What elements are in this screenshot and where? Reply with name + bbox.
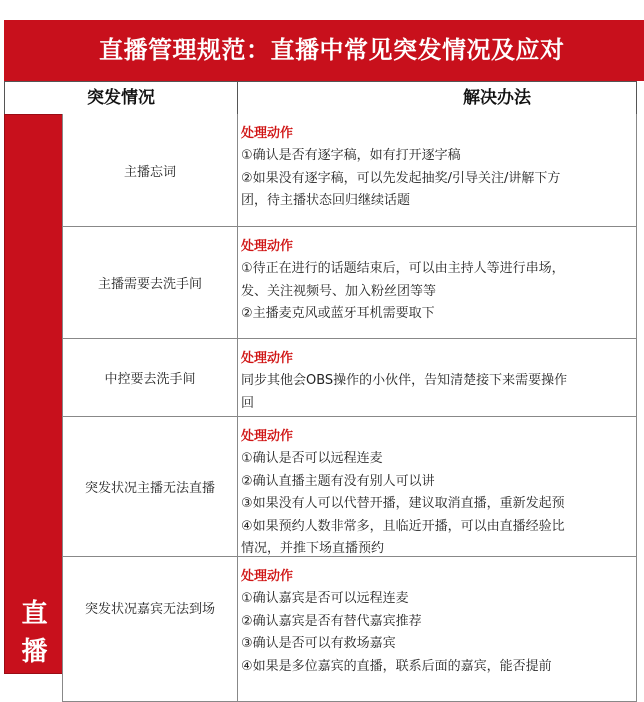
situation-text: 主播需要去洗手间: [97, 277, 202, 292]
solution-heading: 处理动作: [241, 569, 294, 584]
solution-line: 回: [241, 395, 255, 411]
solution-line: ④如果预约人数非常多，且临近开播，可以由直播经验比: [241, 518, 565, 534]
solution-heading: 处理动作: [241, 239, 294, 254]
category-char-1: 直: [21, 599, 48, 629]
solution-heading: 处理动作: [241, 126, 294, 141]
situation-cell: [62, 227, 238, 339]
solution-cell: [237, 557, 637, 702]
sheet-title: 直播管理规范：直播中常见突发情况及应对: [4, 20, 644, 81]
header-situation: 突发情况: [4, 81, 238, 115]
solution-line: ②确认直播主题有没有别人可以讲: [241, 473, 435, 489]
solution-line: ④如果是多位嘉宾的直播，联系后面的嘉宾，能否提前: [241, 658, 552, 674]
solution-line: 情况，并推下场直播预约: [241, 541, 385, 556]
solution-line: 同步其他会OBS操作的小伙伴，告知清楚接下来需要操作: [241, 373, 568, 388]
solution-line: 团，待主播状态回归继续话题: [241, 193, 411, 208]
situation-cell: [62, 557, 238, 702]
solution-line: ①确认嘉宾是否可以远程连麦: [241, 591, 409, 606]
solution-heading: 处理动作: [241, 429, 294, 444]
situation-text: 主播忘词: [123, 164, 176, 180]
solution-line: ②主播麦克风或蓝牙耳机需要取下: [241, 306, 435, 321]
situation-cell: [62, 114, 238, 227]
solution-line: ③确认是否可以有救场嘉宾: [241, 636, 396, 651]
solution-line: ③如果没有人可以代替开播，建议取消直播，重新发起预: [241, 496, 565, 511]
solution-line: ①待正在进行的话题结束后，可以由主持人等进行串场，: [241, 261, 565, 276]
solution-line: ②确认嘉宾是否有替代嘉宾推荐: [241, 613, 422, 629]
header-solution: 解决办法: [237, 81, 637, 115]
solution-cell: [237, 339, 637, 417]
situation-text: 中控要去洗手间: [104, 372, 196, 387]
solution-heading: 处理动作: [241, 351, 294, 366]
solution-cell: [237, 417, 637, 557]
situation-text: 突发状况主播无法直播: [84, 481, 215, 496]
category-char-2: 播: [21, 637, 48, 667]
solution-line: ②如果没有逐字稿，可以先发起抽奖/引导关注/讲解下方: [241, 170, 561, 186]
solution-line: ①确认是否可以远程连麦: [241, 451, 383, 466]
category-cell: [4, 114, 63, 674]
solution-line: ①确认是否有逐字稿，如有打开逐字稿: [241, 148, 461, 163]
solution-cell: [237, 114, 637, 227]
situation-cell: [62, 417, 238, 557]
solution-line: 发、关注视频号、加入粉丝团等等: [241, 283, 437, 299]
situation-text: 突发状况嘉宾无法到场: [84, 601, 215, 617]
solution-cell: [237, 227, 637, 339]
situation-cell: [62, 339, 238, 417]
